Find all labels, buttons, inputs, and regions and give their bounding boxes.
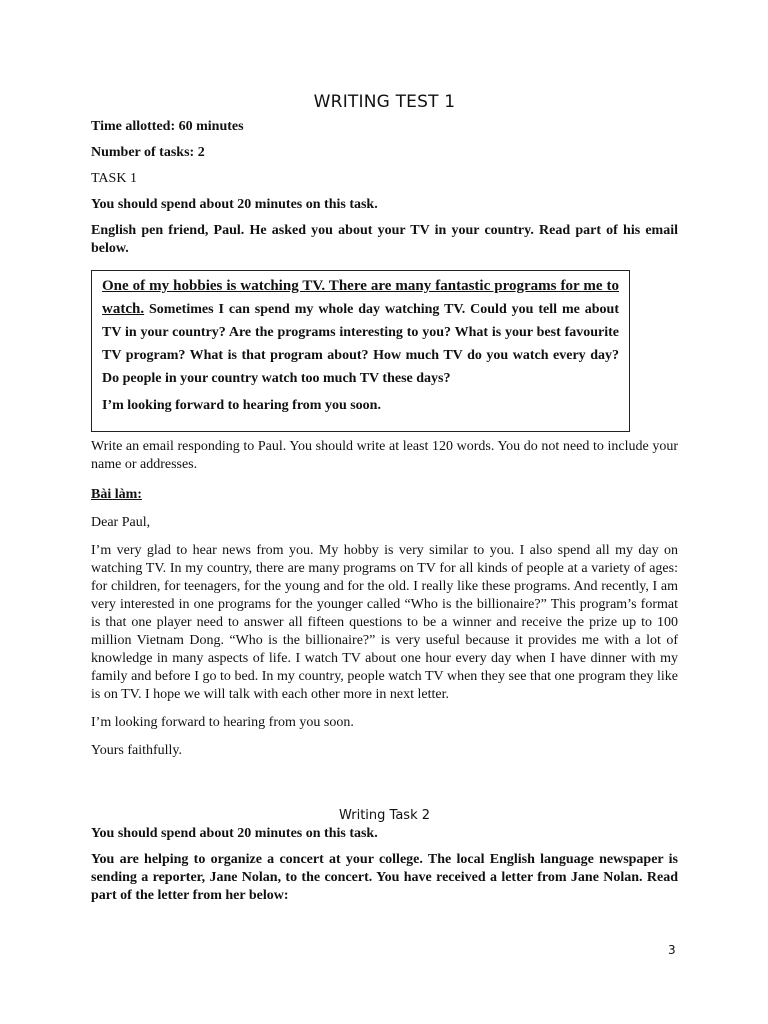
email-lead-underlined: One of my hobbies is watching TV. There are many fantastic programs for me to watch.	[102, 278, 619, 317]
answer-heading: Bài làm:	[91, 487, 142, 502]
page-title: WRITING TEST 1	[313, 92, 456, 112]
document-page	[91, 92, 678, 905]
task2-time-instruction: You should spend about 20 minutes on this task.	[91, 826, 378, 841]
task1-instruction: Write an email responding to Paul. You should write at least 120 words. You do not need to include your name or addresses.	[91, 439, 678, 472]
page-number: 3	[668, 943, 676, 957]
email-body-text: Sometimes I can spend my whole day watching TV. Could you tell me about TV in your country? Are the programs interesting to you? What is your best favourite TV program? What is that program about? How much TV do you watch every day? Do people in your country watch too much TV these days?	[102, 302, 619, 386]
task1-prompt: English pen friend, Paul. He asked you about your TV in your country. Read part of his email below.	[91, 223, 678, 256]
answer-greeting: Dear Paul,	[91, 515, 151, 530]
email-body	[102, 275, 619, 390]
answer-body: I’m very glad to hear news from you. My hobby is very similar to you. I also spend all my day on watching TV. In my country, there are many programs on TV for all kinds of people at a variety of ages: for children, for teenagers, for the young and for the old. I really like these programs. And recently, I am very interested in one programs for the younger called “Who is the billionaire?” This program’s format is that one player need to answer all fifteen questions to be a winner and receive the prize up to 100 million Vietnam Dong. “Who is the billionaire?” is very useful because it provides me with a lot of knowledge in many aspects of life. I watch TV about one hour every day when I have dinner with my family and before I go to bed. In my country, people watch TV when they see that one program they like is on TV. I hope we will talk with each other more in next letter.	[91, 543, 678, 702]
email-closing: I’m looking forward to hearing from you soon.	[102, 398, 381, 413]
answer-closing: I’m looking forward to hearing from you soon.	[91, 715, 354, 730]
number-of-tasks: Number of tasks: 2	[91, 145, 205, 160]
task1-label: TASK 1	[91, 171, 137, 186]
time-allotted: Time allotted: 60 minutes	[91, 119, 244, 134]
email-excerpt-box	[91, 270, 630, 432]
task1-time-instruction: You should spend about 20 minutes on this task.	[91, 197, 378, 212]
answer-signoff: Yours faithfully.	[91, 743, 183, 758]
task2-prompt: You are helping to organize a concert at your college. The local English language newspaper is sending a reporter, Jane Nolan, to the concert. You have received a letter from Jane Nolan. Read part of the letter from her below:	[91, 852, 678, 903]
task2-title: Writing Task 2	[338, 808, 431, 823]
